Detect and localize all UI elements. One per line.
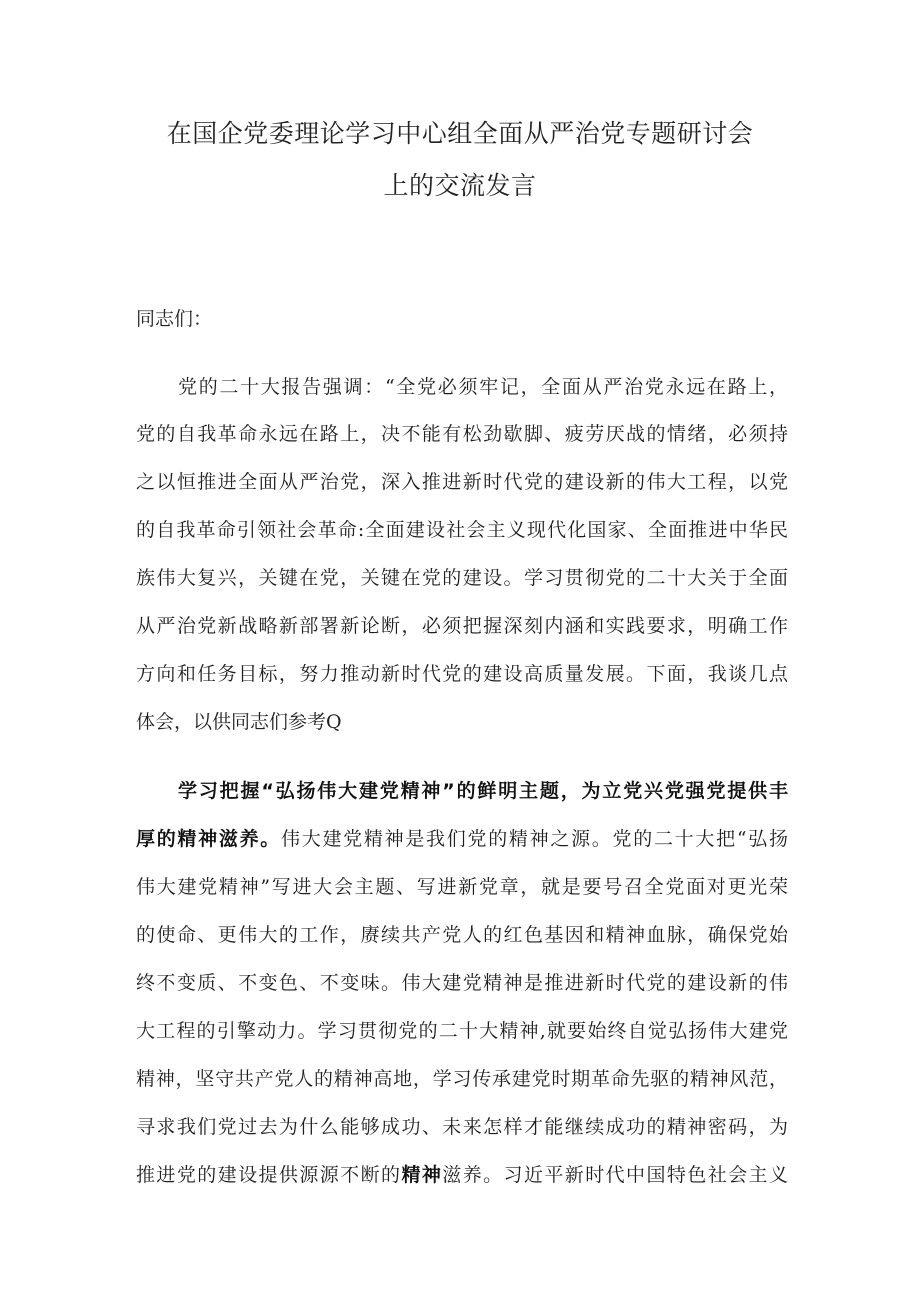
paragraph-1-line: 从严治党新战略新部署新论断，必须把握深刻内涵和实践要求，明确工作 xyxy=(136,615,788,637)
paragraph-1-line: 党的自我革命永远在路上，决不能有松劲歇脚、疲劳厌战的情绪，必须持 xyxy=(136,423,788,445)
paragraph-1-line: 体会，以供同志们参考Q xyxy=(136,711,342,733)
paragraph-2-heading-line: 学习把握“弘扬伟大建党精神”的鲜明主题，为立党兴党强党提供丰 xyxy=(178,780,788,802)
paragraph-1-line: 之以恒推进全面从严治党，深入推进新时代党的建设新的伟大工程，以党 xyxy=(136,471,788,493)
paragraph-2-text: 推进党的建设提供源源不断的 xyxy=(136,1164,402,1186)
paragraph-1-line: 的自我革命引领社会革命:全面建设社会主义现代化国家、全面推进中华民 xyxy=(136,519,788,541)
paragraph-1-line: 族伟大复兴，关键在党，关键在党的建设。学习贯彻党的二十大关于全面 xyxy=(136,567,788,589)
document-title-line-1: 在国企党委理论学习中心组全面从严治党专题研讨会 xyxy=(166,119,754,148)
paragraph-1-line: 方向和任务目标，努力推动新时代党的建设高质量发展。下面，我谈几点 xyxy=(136,663,788,685)
paragraph-2-line: 伟大建党精神”写进大会主题、写进新党章，就是要号召全党面对更光荣 xyxy=(136,876,788,898)
document-title-line-2: 上的交流发言 xyxy=(383,171,537,200)
paragraph-2-text: 滋养。习近平新时代中国特色社会主义 xyxy=(442,1164,788,1186)
paragraph-2-line: 精神，坚守共产党人的精神高地，学习传承建党时期革命先驱的精神风范， xyxy=(136,1068,788,1090)
paragraph-2-line xyxy=(136,825,788,853)
paragraph-2-heading-end: 厚的精神滋养。 xyxy=(136,828,282,850)
paragraph-2-bold-word: 精神 xyxy=(401,1164,443,1186)
paragraph-2-line xyxy=(136,1161,788,1189)
paragraph-2-line: 寻求我们党过去为什么能够成功、未来怎样才能继续成功的精神密码，为 xyxy=(136,1116,788,1138)
paragraph-2-line: 大工程的引擎动力。学习贯彻党的二十大精神,就要始终自觉弘扬伟大建党 xyxy=(136,1020,788,1042)
paragraph-2-text: 伟大建党精神是我们党的精神之源。党的二十大把“弘扬 xyxy=(281,828,788,850)
salutation: 同志们： xyxy=(136,308,213,330)
paragraph-1-line: 党的二十大报告强调：“全党必须牢记，全面从严治党永远在路上， xyxy=(178,376,788,398)
paragraph-2-line: 的使命、更伟大的工作，赓续共产党人的红色基因和精神血脉，确保党始 xyxy=(136,924,788,946)
paragraph-2-line: 终不变质、不变色、不变味。伟大建党精神是推进新时代党的建设新的伟 xyxy=(136,972,788,994)
